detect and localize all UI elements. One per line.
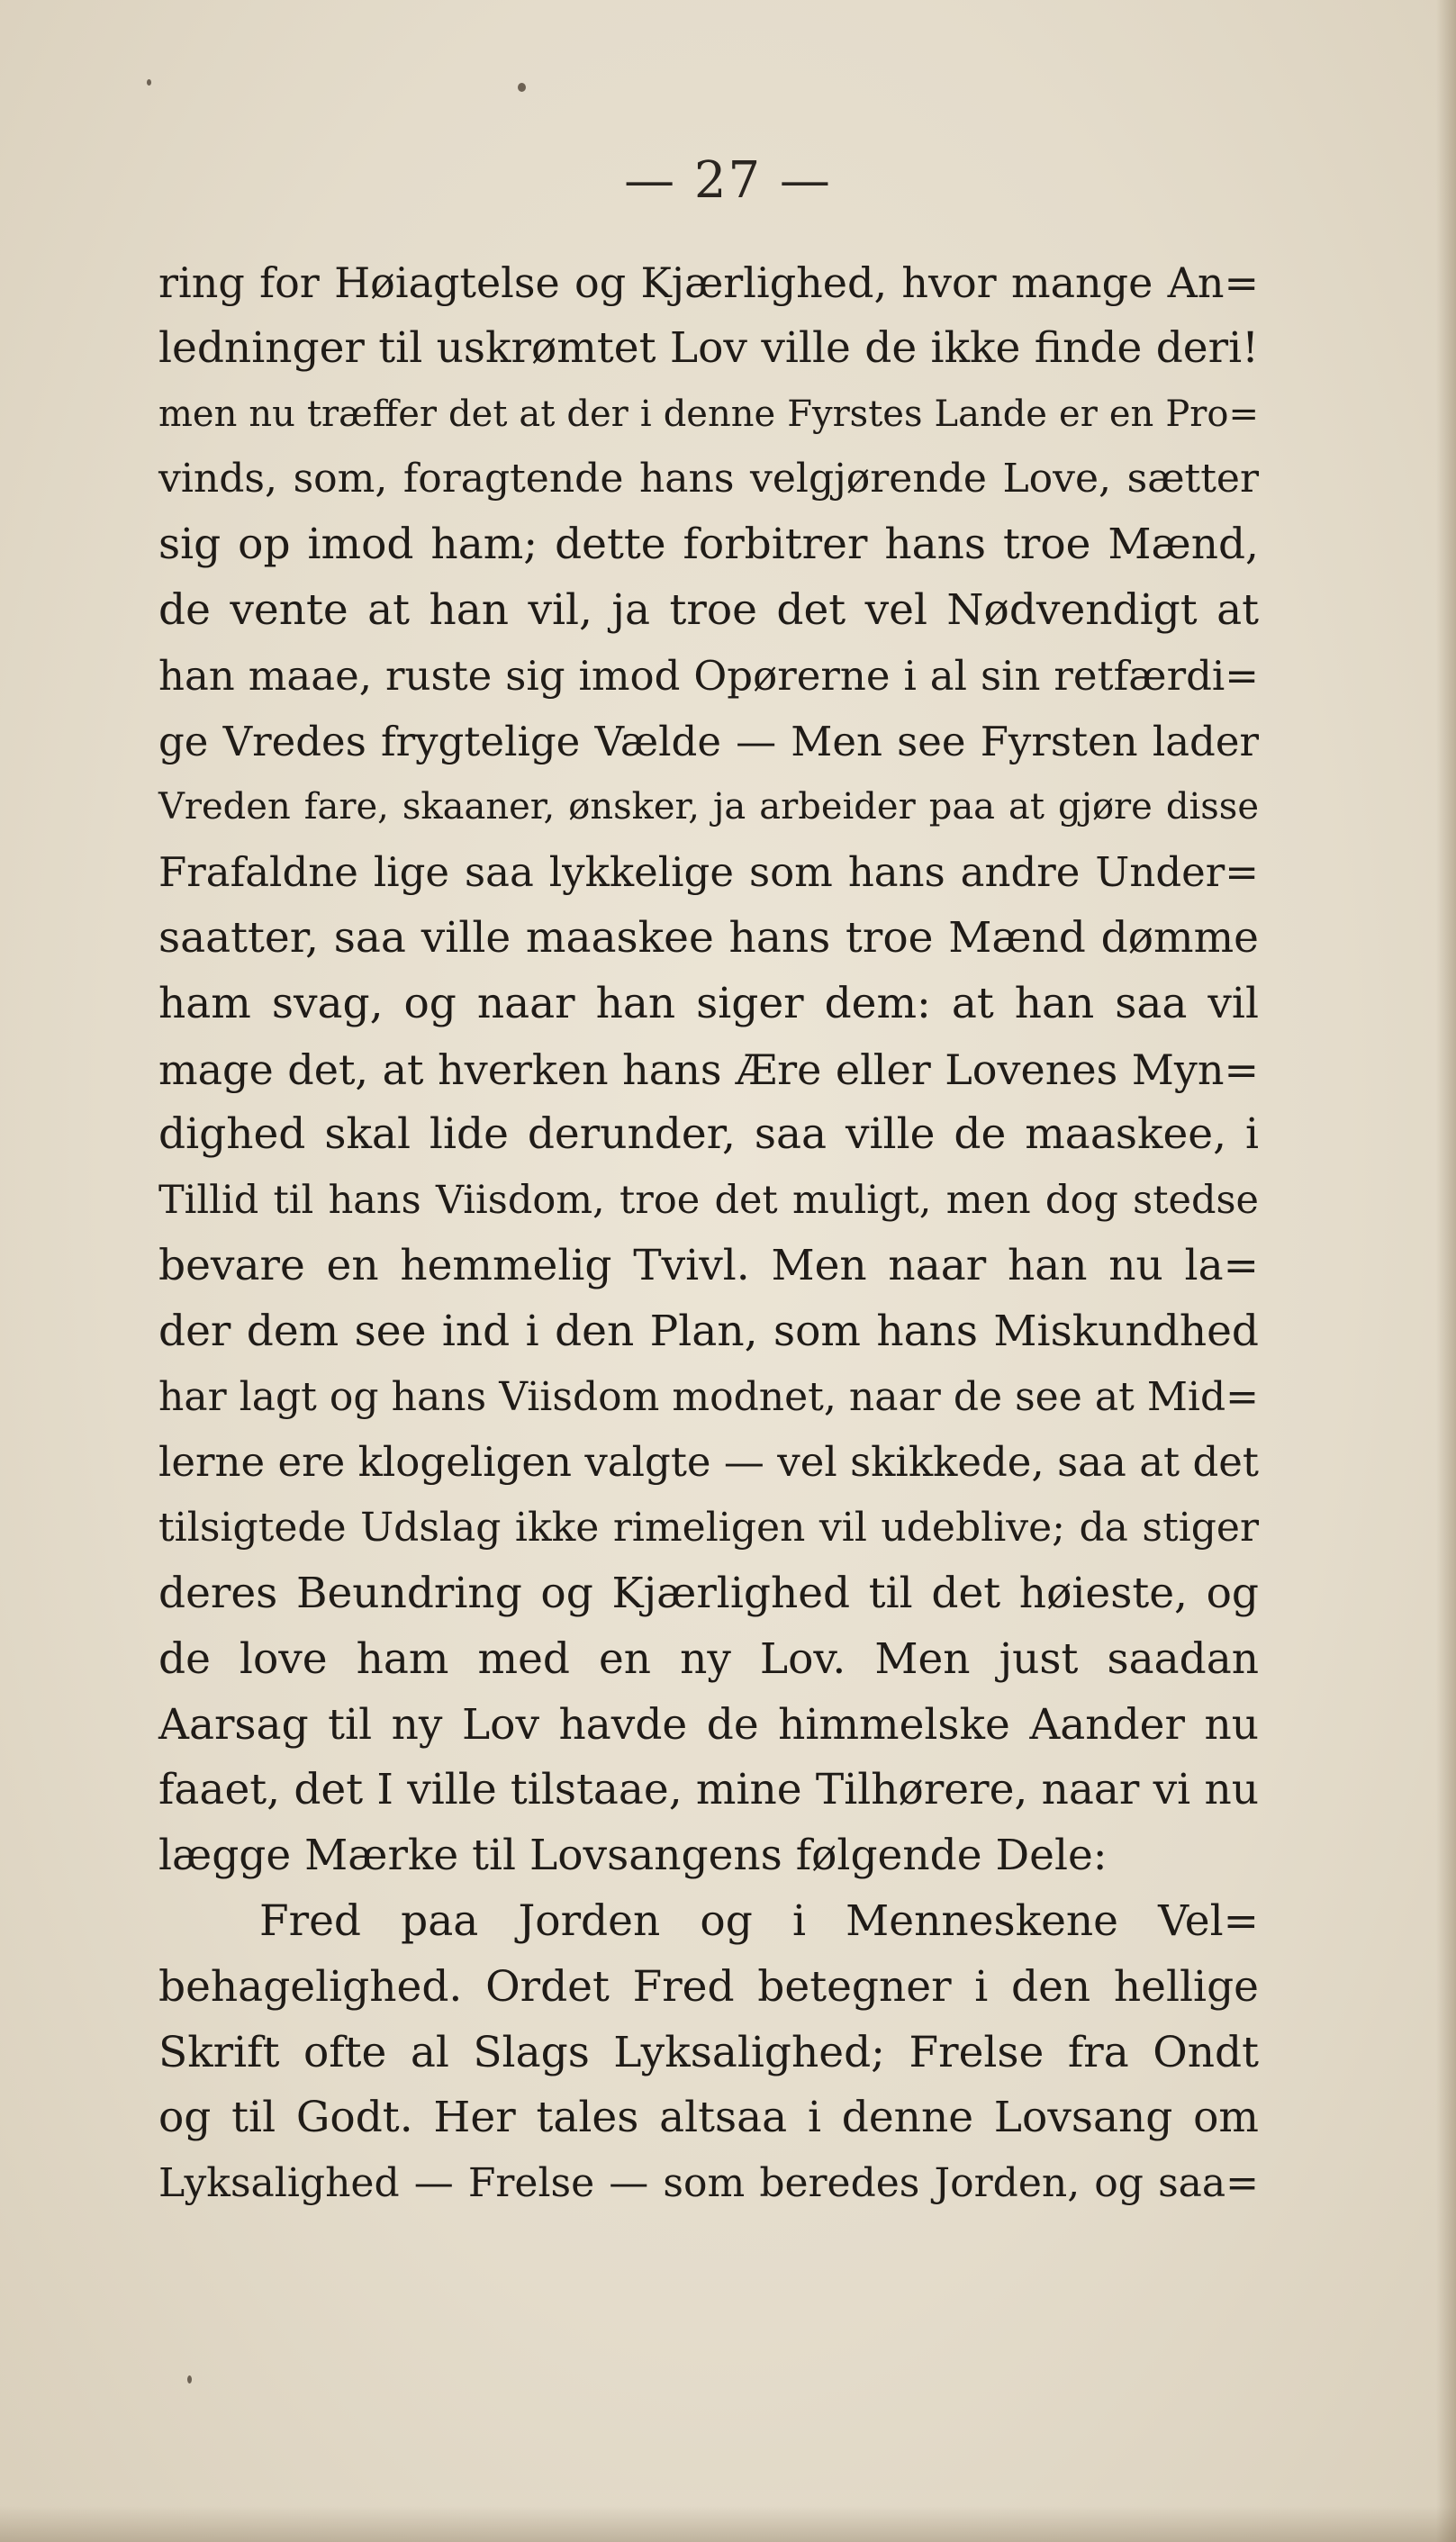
text-line: har lagt og hans Viisdom modnet, naar de see at Mid=	[158, 1373, 1259, 1420]
section-heading-line: Fred paa Jorden og i Menneskene Vel=	[259, 1895, 1259, 1946]
page-bottom-shadow	[0, 2506, 1456, 2542]
text-line: og til Godt. Her tales altsaa i denne Lovsang om	[158, 2093, 1259, 2143]
text-line: Aarsag til ny Lov havde de himmelske Aander nu	[158, 1699, 1259, 1750]
text-line: vinds, som, foragtende hans velgjørende Love, sætter	[158, 456, 1259, 502]
text-line: de vente at han vil, ja troe det vel Nødvendigt at	[158, 584, 1259, 635]
text-line: mage det, at hverken hans Ære eller Lovenes Myn=	[158, 1045, 1259, 1094]
text-line: tilsigtede Udslag ikke rimeligen vil udeblive; da stiger	[158, 1505, 1259, 1551]
text-line: saatter, saa ville maaskee hans troe Mænd dømme	[158, 912, 1259, 963]
print-speck	[518, 83, 526, 92]
text-line: Vreden fare, skaaner, ønsker, ja arbeider paa at gjøre disse	[158, 786, 1259, 828]
text-line: lerne ere klogeligen valgte — vel skikkede, saa at det	[158, 1438, 1259, 1487]
text-line: Frafaldne lige saa lykkelige som hans andre Under=	[158, 848, 1259, 897]
body-text	[158, 250, 1259, 2217]
text-line: men nu træffer det at der i denne Fyrstes Lande er en Pro=	[158, 393, 1259, 435]
text-line: han maae, ruste sig imod Opørerne i al sin retfærdi=	[158, 651, 1259, 700]
page-edge-shadow	[1436, 0, 1456, 2542]
page-number: — 27 —	[624, 151, 832, 210]
text-line: ring for Høiagtelse og Kjærlighed, hvor mange An=	[158, 258, 1259, 307]
text-line: ham svag, og naar han siger dem: at han saa vil	[158, 978, 1259, 1028]
text-line: Lyksalighed — Frelse — som beredes Jorden, og saa=	[158, 2160, 1259, 2207]
text-line: behagelighed. Ordet Fred betegner i den hellige	[158, 1961, 1259, 2012]
text-line: der dem see ind i den Plan, som hans Miskundhed	[158, 1306, 1259, 1356]
text-line: sig op imod ham; dette forbitrer hans troe Mænd,	[158, 520, 1259, 570]
text-line: de love ham med en ny Lov. Men just saadan	[158, 1633, 1259, 1684]
print-speck	[147, 79, 151, 86]
text-line: lægge Mærke til Lovsangens følgende Dele:	[158, 1831, 1108, 1881]
text-line: Skrift ofte al Slags Lyksalighed; Frelse fra Ondt	[158, 2027, 1259, 2077]
text-line: ge Vredes frygtelige Vælde — Men see Fyrsten lader	[158, 717, 1259, 765]
text-line: faaet, det I ville tilstaae, mine Tilhørere, naar vi nu	[158, 1765, 1259, 1815]
text-line: ledninger til uskrømtet Lov ville de ikke finde deri!	[158, 322, 1259, 373]
text-line: Tillid til hans Viisdom, troe det muligt, men dog stedse	[158, 1178, 1259, 1224]
text-line: deres Beundring og Kjærlighed til det høieste, og	[158, 1568, 1259, 1618]
text-line: dighed skal lide derunder, saa ville de maaskee, i	[158, 1109, 1259, 1160]
print-speck	[187, 2375, 192, 2384]
text-line: bevare en hemmelig Tvivl. Men naar han nu la=	[158, 1240, 1259, 1290]
